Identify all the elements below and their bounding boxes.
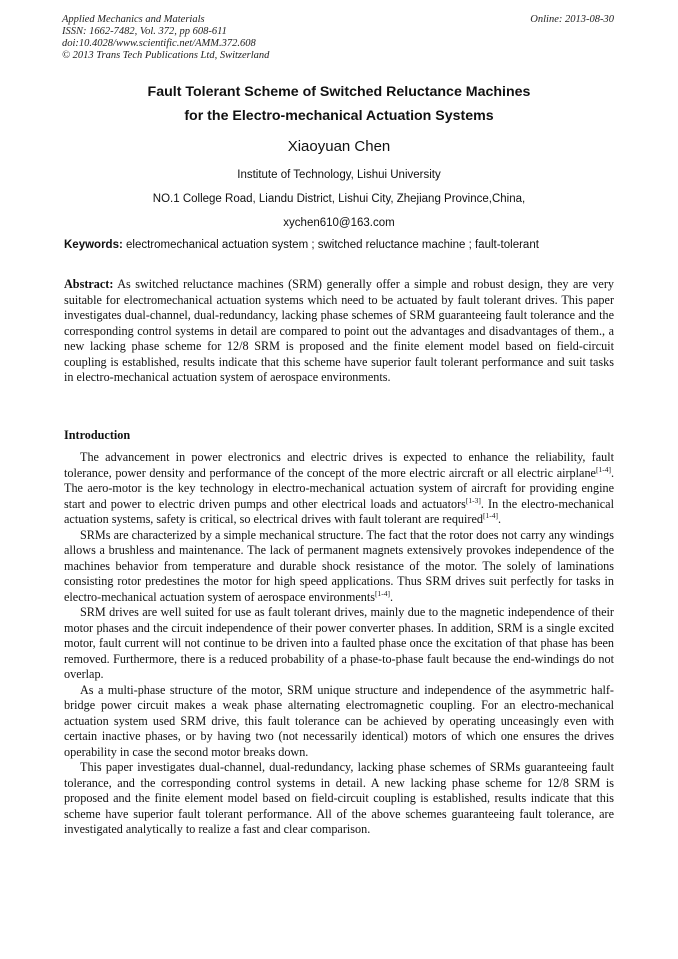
abstract <box>64 277 614 386</box>
p1-text-d: . <box>497 512 502 526</box>
introduction-body <box>64 450 614 838</box>
p1-text-b: . The aero-motor is the key technology in electro-mechanical actuation system of aircraft for providing engine start and power to electric driven pumps and other electrical loads and actuators <box>64 465 614 511</box>
author-affiliation <box>0 163 678 235</box>
p1-text-a: The advancement in power electronics and electric drives is expected to enhance the reliability, fault tolerance, power density and performance of the concept of the more electric aircraft or all electric airplane <box>64 450 614 480</box>
abstract-label: Abstract: <box>64 277 114 291</box>
intro-paragraph-1 <box>64 450 614 528</box>
keywords-text: electromechanical actuation system ; switched reluctance machine ; fault-tolerant <box>122 239 539 251</box>
issn-line: ISSN: 1662-7482, Vol. 372, pp 608-611 <box>62 26 227 37</box>
citation: [1-4] <box>374 588 390 598</box>
title-line-2: for the Electro-mechanical Actuation Systems <box>184 108 494 124</box>
keywords-label: Keywords: <box>64 239 123 251</box>
author-name: Xiaoyuan Chen <box>287 138 391 155</box>
intro-paragraph-3: SRM drives are well suited for use as fault tolerant drives, mainly due to the magnetic independence of their motor phases and the circuit independence of their power converter phases. In addition, SRM is a single excited motor, fault current will not continue to be driven into a faulted phase once the excitation of that phase has been removed. Furthermore, there is a reduced probability of a phase-to-phase fault because the end-windings do not overlap. <box>64 605 614 681</box>
email: xychen610@163.com <box>283 217 395 229</box>
section-heading-introduction: Introduction <box>64 428 131 442</box>
p2-text-a: SRMs are characterized by a simple mechanical structure. The fact that the rotor does not carry any windings allows a brushless and maintenance. The lack of permanent magnets extensively provokes independence of the machines behavior from temperature and durable shock resistance of the motor. The solely of laminations consisting rotor predestines the motor for high speed applications. Thus SRM drives suit perfectly for tasks in electro-mechanical actuation system of aerospace environments <box>64 527 614 604</box>
copyright-line: © 2013 Trans Tech Publications Ltd, Switzerland <box>62 50 270 61</box>
p1-text-c: . In the electro-mechanical actuation systems, safety is critical, so electrical drives with fault tolerant are required <box>64 496 614 526</box>
p2-text-b: . <box>389 589 394 604</box>
paper-title <box>0 80 678 128</box>
publication-info <box>62 14 269 62</box>
doi-line: doi:10.4028/www.scientific.net/AMM.372.608 <box>62 38 256 49</box>
online-date: Online: 2013-08-30 <box>530 14 614 25</box>
keywords <box>64 239 539 251</box>
address: NO.1 College Road, Liandu District, Lishui City, Zhejiang Province,China, <box>152 193 526 205</box>
intro-paragraph-5: This paper investigates dual-channel, dual-redundancy, lacking phase schemes of SRMs guaranteeing fault tolerance, and the corresponding control systems in detail. A new lacking phase scheme for 12/8 SRM is proposed and the finite element model based on field-circuit coupling is established, results indicate that this scheme have superior fault tolerant performance. All of the above schemes guaranteeing fault tolerance, are investigated analytically to realize a fast and clear comparison. <box>64 760 614 836</box>
title-line-1: Fault Tolerant Scheme of Switched Reluctance Machines <box>147 84 531 100</box>
abstract-text: As switched reluctance machines (SRM) generally offer a simple and robust design, they are very suitable for electromechanical actuation systems which need to be actuated by fault tolerant drives. This paper investigates dual-channel, dual-redundancy, lacking phase schemes of SRM guaranteeing fault tolerance and the corresponding control systems in detail are compared to point out the advantages and disadvantages of them., a new lacking phase scheme for 12/8 SRM is proposed and the finite element model based on field-circuit coupling is established, results indicate that this scheme have superior fault tolerant performance and suit tasks in electro-mechanical actuation system of aerospace environments. <box>64 277 614 384</box>
intro-paragraph-4: As a multi-phase structure of the motor, SRM unique structure and independence of the asymmetric half-bridge power circuit makes a weak phase alternating electromagnetic coupling. For an electro-mechanical actuation system used SRM drive, this fault tolerance can be achieved by operating unceasingly even with certain inactive phases, or by having two (not necessarily identical) motors of which one ensures the drives operability in case the second motor breaks down. <box>64 682 614 759</box>
journal-name: Applied Mechanics and Materials <box>62 14 205 25</box>
citation: [1-4] <box>595 464 611 474</box>
intro-paragraph-2 <box>64 528 614 606</box>
citation: [1-4] <box>482 511 498 520</box>
citation: [1-3] <box>465 495 481 505</box>
institute: Institute of Technology, Lishui University <box>237 169 441 181</box>
